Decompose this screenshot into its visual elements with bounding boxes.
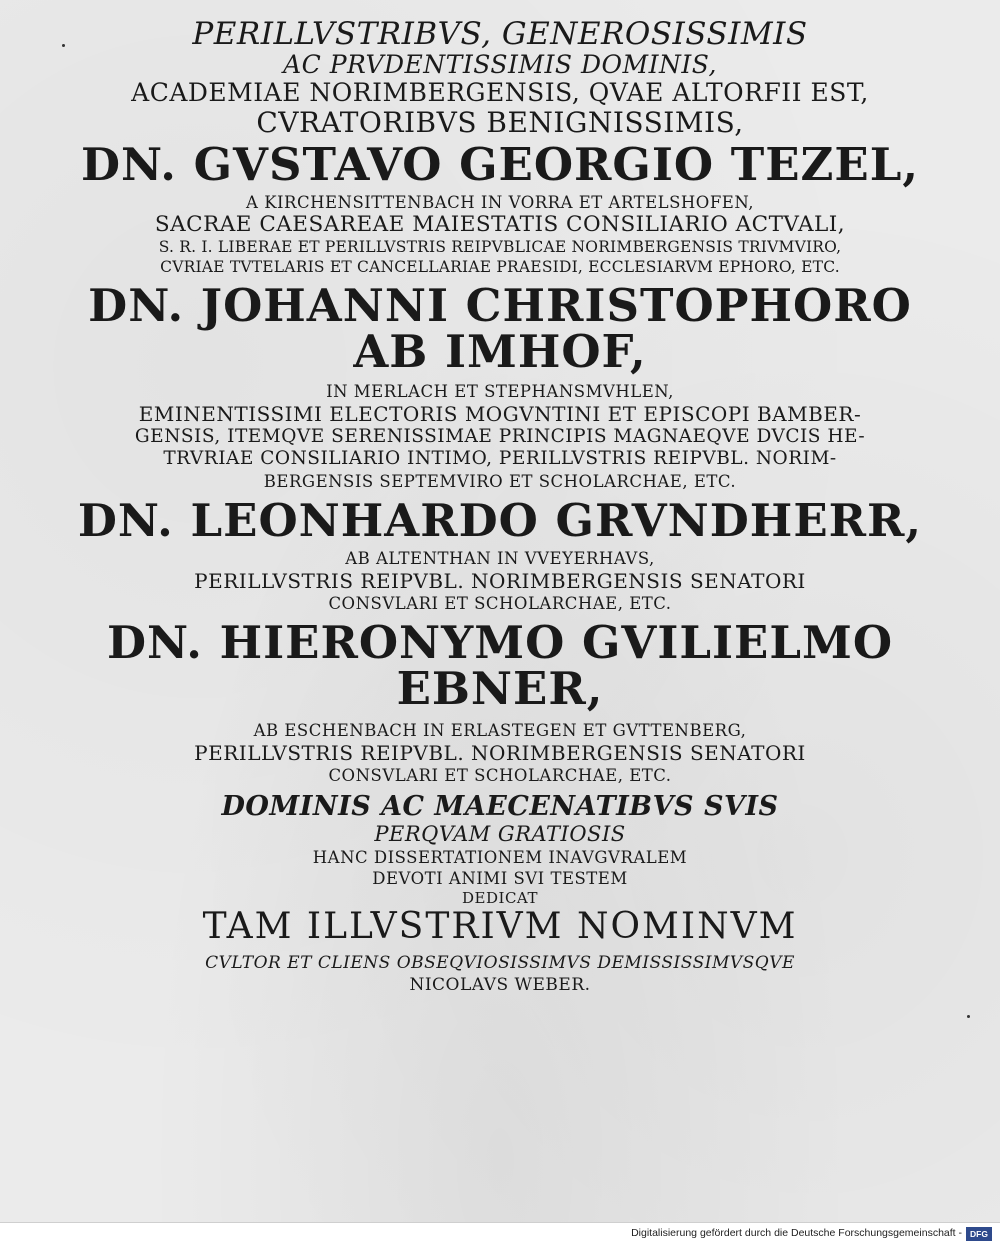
person-4-name-1: DN. HIERONYMO GVILIELMO [106,615,894,669]
heading-line-1: PERILLVSTRIBVS, GENEROSISSIMIS [192,16,808,52]
person-2-line-1: IN MERLACH ET STEPHANSMVHLEN, [326,382,674,402]
closing-line-7: CVLTOR ET CLIENS OBSEQVIOSISSIMVS DEMISSISSIMVSQVE [205,953,795,974]
person-2-line-3: GENSIS, ITEMQVE SERENISSIMAE PRINCIPIS MAGNAEQVE DVCIS HE- [134,426,866,448]
heading-line-3: ACADEMIAE NORIMBERGENSIS, QVAE ALTORFII EST, [131,77,869,107]
dfg-logo-icon: DFG [966,1227,992,1241]
person-2-line-2: EMINENTISSIMI ELECTORIS MOGVNTINI ET EPISCOPI BAMBER- [138,402,862,427]
closing-line-5: DEDICAT [462,889,538,908]
person-1-line-2: SACRAE CAESAREAE MAIESTATIS CONSILIARIO ACTVALI, [154,211,846,237]
person-3-line-2: PERILLVSTRIS REIPVBL. NORIMBERGENSIS SENATORI [194,568,806,593]
person-2-name-2: AB IMHOF, [353,325,647,379]
closing-line-3: HANC DISSERTATIONEM INAVGVRALEM [312,848,688,868]
closing-line-4: DEVOTI ANIMI SVI TESTEM [372,869,628,889]
person-2-line-4: TRVRIAE CONSILIARIO INTIMO, PERILLVSTRIS REIPVBL. NORIM- [163,448,837,470]
closing-line-6: TAM ILLVSTRIVM NOMINVM [202,905,798,947]
heading-line-2: AC PRVDENTISSIMIS DOMINIS, [283,49,717,79]
person-2-line-5: BERGENSIS SEPTEMVIRO ET SCHOLARCHAE, ETC. [263,471,737,491]
person-4-line-2: PERILLVSTRIS REIPVBL. NORIMBERGENSIS SENATORI [194,740,806,765]
person-1-line-3: S. R. I. LIBERAE ET PERILLVSTRIS REIPVBLICAE NORIMBERGENSIS TRIVMVIRO, [158,237,842,256]
closing-line-2: PERQVAM GRATIOSIS [374,821,626,846]
funding-notice: Digitalisierung gefördert durch die Deutsche Forschungsgemeinschaft - [631,1227,962,1239]
person-1-line-4: CVRIAE TVTELARIS ET CANCELLARIAE PRAESIDI, ECCLESIARVM EPHORO, ETC. [160,258,840,277]
person-4-line-1: AB ESCHENBACH IN ERLASTEGEN ET GVTTENBERG, [253,720,747,740]
person-1-line-1: A KIRCHENSITTENBACH IN VORRA ET ARTELSHOFEN, [246,192,754,212]
person-3-name: DN. LEONHARDO GRVNDHERR, [77,493,923,547]
heading-line-4: CVRATORIBVS BENIGNISSIMIS, [256,105,744,139]
person-3-line-1: AB ALTENTHAN IN VVEYERHAVS, [345,548,655,568]
person-1-name: DN. GVSTAVO GEORGIO TEZEL, [80,137,920,191]
dedication-text [60,18,940,997]
person-4-line-3: CONSVLARI ET SCHOLARCHAE, ETC. [328,765,672,785]
paper-speck [967,1015,970,1018]
footer-bar [0,1222,1000,1245]
closing-line-1: DOMINIS AC MAECENATIBVS SVIS [221,790,779,822]
person-2-name-1: DN. JOHANNI CHRISTOPHORO [88,279,912,333]
person-3-line-3: CONSVLARI ET SCHOLARCHAE, ETC. [328,593,672,613]
person-4-name-2: EBNER, [396,661,604,715]
closing-line-8: NICOLAVS WEBER. [409,975,591,996]
